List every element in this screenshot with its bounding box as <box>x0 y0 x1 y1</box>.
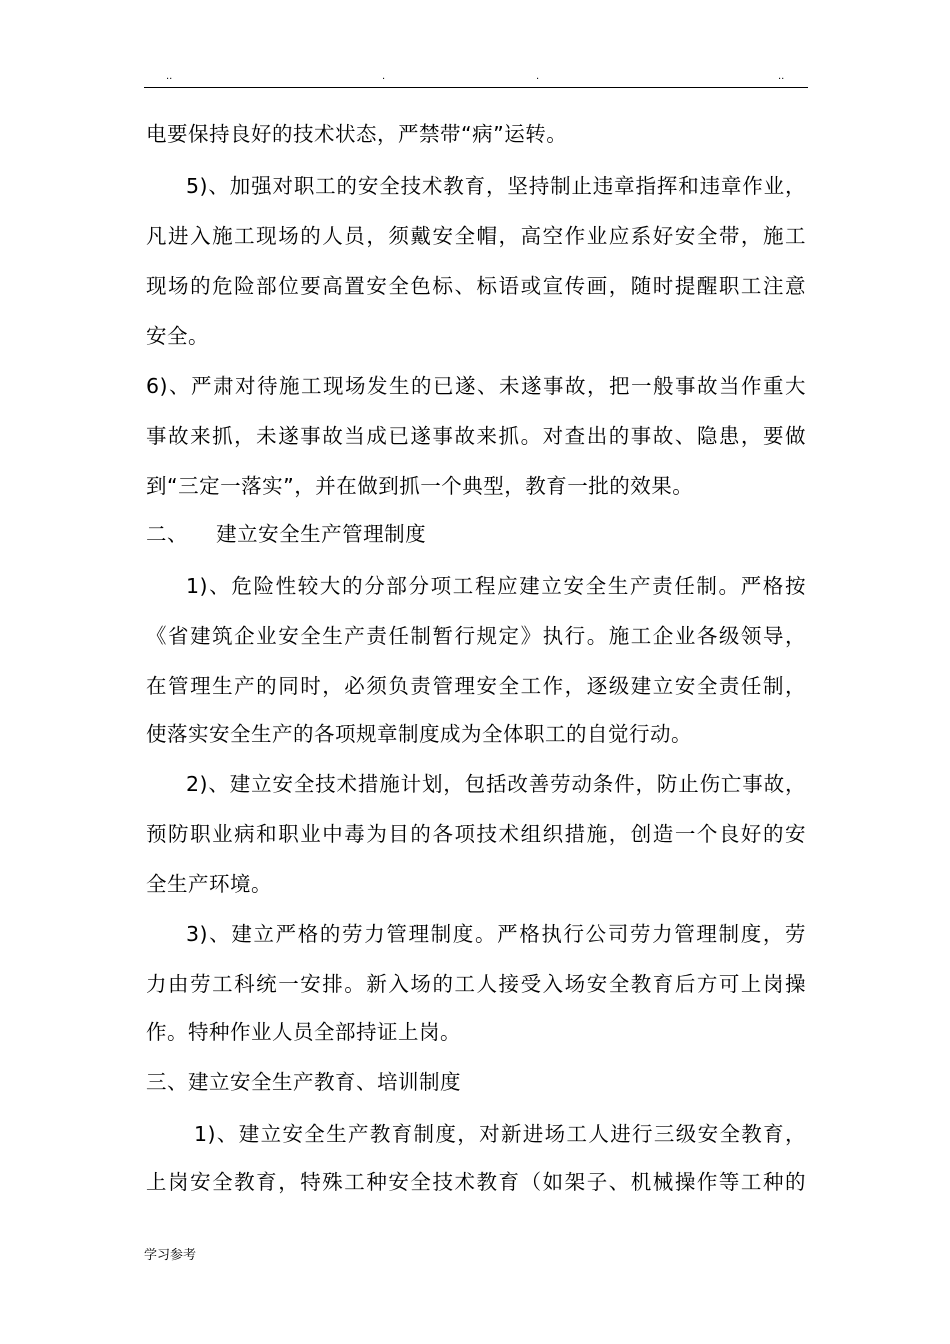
text-line: 力由劳工科统一安排。新入场的工人接受入场安全教育后方可上岗操 <box>146 972 806 996</box>
text-line: 《省建筑企业安全生产责任制暂行规定》执行。施工企业各级领导， <box>146 624 806 648</box>
text-line: 5)、加强对职工的安全技术教育，坚持制止违章指挥和违章作业， <box>186 174 806 198</box>
text-line: 事故来抓，未遂事故当成已遂事故来抓。对查出的事故、隐患，要做 <box>146 424 806 448</box>
text-line: 到“三定一落实”，并在做到抓一个典型，教育一批的效果。 <box>146 474 694 498</box>
text-line: 使落实安全生产的各项规章制度成为全体职工的自觉行动。 <box>146 722 692 746</box>
text-line: 电要保持良好的技术状态，严禁带“病”运转。 <box>146 122 568 146</box>
text-line: 在管理生产的同时，必须负责管理安全工作，逐级建立安全责任制， <box>146 674 806 698</box>
section-heading: 三、建立安全生产教育、培训制度 <box>146 1070 461 1094</box>
text-line: 作。特种作业人员全部持证上岗。 <box>146 1020 461 1044</box>
text-line: 现场的危险部位要高置安全色标、标语或宣传画，随时提醒职工注意 <box>146 274 806 298</box>
section-heading: 二、 建立安全生产管理制度 <box>146 522 427 546</box>
text-line: 2)、建立安全技术措施计划，包括改善劳动条件，防止伤亡事故， <box>186 772 806 796</box>
header-mark: .. <box>166 71 173 82</box>
text-line: 全生产环境。 <box>146 872 272 896</box>
text-line: 凡进入施工现场的人员，须戴安全帽，高空作业应系好安全带，施工 <box>146 224 806 248</box>
text-line: 1)、危险性较大的分部分项工程应建立安全生产责任制。严格按 <box>186 574 806 598</box>
header-mark: . <box>536 71 540 82</box>
header-mark: .. <box>778 71 785 82</box>
page-header-rule <box>144 71 808 88</box>
text-line: 1)、建立安全生产教育制度，对新进场工人进行三级安全教育， <box>194 1122 806 1146</box>
header-mark: . <box>382 71 386 82</box>
text-line: 安全。 <box>146 324 209 348</box>
text-line: 6)、严肃对待施工现场发生的已遂、未遂事故，把一般事故当作重大 <box>146 374 806 398</box>
text-line: 预防职业病和职业中毒为目的各项技术组织措施，创造一个良好的安 <box>146 822 806 846</box>
text-line: 上岗安全教育，特殊工种安全技术教育（如架子、机械操作等工种的 <box>146 1170 806 1194</box>
text-line: 3)、建立严格的劳力管理制度。严格执行公司劳力管理制度，劳 <box>186 922 806 946</box>
page-footer: 学习参考 <box>144 1248 197 1263</box>
